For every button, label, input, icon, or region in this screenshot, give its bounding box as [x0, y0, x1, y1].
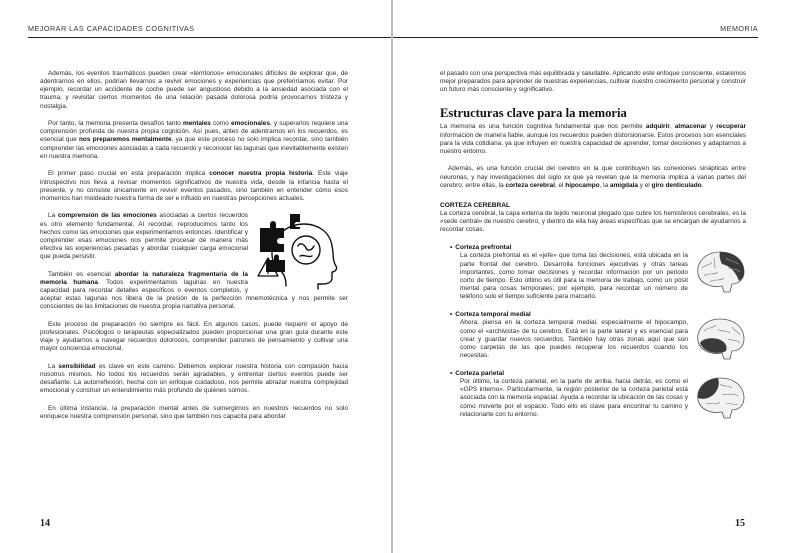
paragraph: Además, es una función crucial del cerebro en la que contribuyen las conexiones sinápticas entre neuronas, y hay investigaciones del siglo xx que ya revelan que la memoria implica a varias partes del cerebro; entre ellas, la corteza cerebral, el hipocampo, la amígdala y el giro denticulado. — [440, 165, 746, 189]
header-rule-right — [393, 37, 758, 38]
paragraph: Además, los eventos traumáticos pueden crear «territorios» emocionales difíciles de explorar que, de adentrarnos en ellos, podrían llevarnos a revivir emociones y experiencias que preferiríamos evitar. Por ejemplo, recordar un accidente de coche puede ser angustioso debido a la ansiedad asociada con el trauma, y revisitar ciertos momentos de una relación pasada dolorosa podría provocarnos tristeza y nostalgia. — [40, 70, 348, 110]
paragraph: el pasado con una perspectiva más equilibrada y saludable. Aplicando este enfoque consciente, estaremos mejor preparados para aprender de nuestras experiencias, cultivar nuestro crecimiento personal y construir un futuro más consciente y significativo. — [440, 70, 746, 94]
left-page — [0, 0, 391, 553]
paragraph: También es esencial abordar la naturaleza fragmentaria de la memoria humana. Todos experimentamos lagunas en nuestra capacidad para recordar detalles específicos o eventos completos, y aceptar estas lagunas nos libera de la presión de la perfección mnemotécnica y nos permite ser conscientes de las limitaciones de nuestra propia narrativa personal. — [40, 270, 348, 311]
paragraph: La memoria es una función cognitiva fundamental que nos permite adquirir, almacenar y recuperar información de manera fiable, aunque los recuerdos pueden distorsionarse. Estos procesos son esenciales para la vida cotidiana, ya que influyen en nuestra capacidad de aprender, tomar decisiones y adaptarnos a nuestro entorno. — [440, 123, 746, 155]
bullet-title: • Corteza parietal — [450, 370, 746, 377]
header-rule-left — [28, 37, 391, 38]
paragraph: La comprensión de las emociones asociadas a ciertos recuerdos es otro elemento fundamental. Al recordar, reproducimos tanto los hechos como las emociones que experimentamos entonces. Identificar y comprender esas emociones nos permite procesar de manera más efectiva las experiencias pasadas y abordar cualquier carga emocional que pueda persistir. — [40, 212, 248, 261]
paragraph: Por tanto, la memoria presenta desafíos tanto mentales como emocionales, y superarlos requiere una comprensión profunda de nuestra propia cognición. Así pues, antes de adentrarnos en los recuerdos, es esencial que nos preparemos mentalmente, ya que este proceso no solo implica recordar, sino también comprender las emociones asociadas a cada recuerdo y reconocer las lagunas que inevitablemente existen en nuestra memoria. — [40, 120, 348, 160]
bullet-temporal — [450, 311, 746, 360]
bullet-prefrontal — [450, 244, 746, 301]
float-area — [40, 212, 348, 311]
page-number-right: 15 — [735, 518, 745, 529]
right-text-column — [440, 70, 746, 419]
section-title: Estructuras clave para la memoria — [440, 106, 627, 121]
running-head-left: MEJORAR LAS CAPACIDADES COGNITIVAS — [28, 24, 195, 33]
bullet-parietal — [450, 370, 746, 419]
bullet-title: • Corteza temporal medial — [450, 311, 746, 318]
puzzle-head-icon — [256, 212, 348, 290]
bullet-text: La corteza prefrontal es el «jefe» que toma las decisiones, está ubicada en la parte frontal del cerebro. Desarrolla funciones ejecutivas y otras tareas importantes, como tomar decisiones y recordar información por un periodo corto de tiempo. Esto último es útil para la memoria de trabajo, como un pósit mental para cosas temporales; por ejemplo, para recordar un número de teléfono solo el tiempo suficiente para marcarlo. — [460, 252, 688, 301]
subheading: CORTEZA CEREBRAL — [440, 201, 511, 209]
bullet-title: • Corteza prefrontal — [450, 244, 746, 251]
paragraph: La corteza cerebral, la capa externa de tejido neuronal plegado que cubre los hemisferios cerebrales, es la «sede central» de nuestro cerebro, y dentro de ella hay áreas específicas que se encargan de ayudarnos a recordar cosas. — [440, 209, 746, 234]
brain-temporal-icon — [692, 315, 748, 363]
brain-parietal-icon — [692, 374, 748, 422]
running-head-right: MEMORIA — [720, 24, 758, 33]
paragraph: En última instancia, la preparación mental antes de sumergirnos en nuestros recuerdos no solo enriquece nuestra comprensión personal, sino que también nos capacita para abordar — [40, 404, 348, 421]
brain-prefrontal-icon — [692, 248, 748, 296]
page-number-left: 14 — [40, 518, 50, 529]
paragraph: La sensibilidad es clave en este camino. Debemos explorar nuestra historia con compasión hacia nosotros mismos. No todos los recuerdos serán agradables, y entrentar ciertos eventos puede ser desafiante. La autorreflexión, hecha con un enfoque cuidadoso, nos permite abrazar nuestra complejidad emocional y construir un entendimiento más profundo de quiénes somos. — [40, 362, 348, 395]
paragraph: Este proceso de preparación no siempre es fácil. En algunos casos, puede requerir el apoyo de profesionales. Psicólogos o terapeutas especializados pueden proporcionar una gran guía durante este viaje y ayudarnos a navegar recuerdos dolorosos, comprender patrones de pensamiento y cultivar una mayor conciencia emocional. — [40, 320, 348, 353]
bullet-text: Por último, la corteza parietal, en la parte de arriba, hacia detrás, es como el «GPS interno». Particularmente, la región posterior de la corteza parietal está asociada con la memoria espacial. Ayuda a recordar la ubicación de las cosas y cómo moverte por el espacio. Todo ello es clave para encontrar tu camino y relacionarte con tu entorno. — [460, 378, 688, 418]
left-text-column — [40, 70, 348, 431]
right-page — [393, 0, 785, 553]
paragraph: El primer paso crucial en esta preparación implica conocer nuestra propia historia. Este viaje introspectivo nos lleva a revisar momentos significativos de nuestra vida, desde la infancia hasta el presente, y no consiste únicamente en revivir eventos pasados, sino también en entender cómo esos momentos han moldeado nuestra forma de ser e influido en nuestras percepciones actuales. — [40, 170, 348, 202]
bullet-text: Ahora, piensa en la corteza temporal medial, especialmente el hipocampo, como el «archivista» de tu cerebro. Está en la parte lateral y es esencial para crear y guardar nuevos recuerdos. También hay otras zonas aquí que son como carpetas de las que puedes recuperar los recuerdos cuando los necesitas. — [460, 319, 688, 359]
